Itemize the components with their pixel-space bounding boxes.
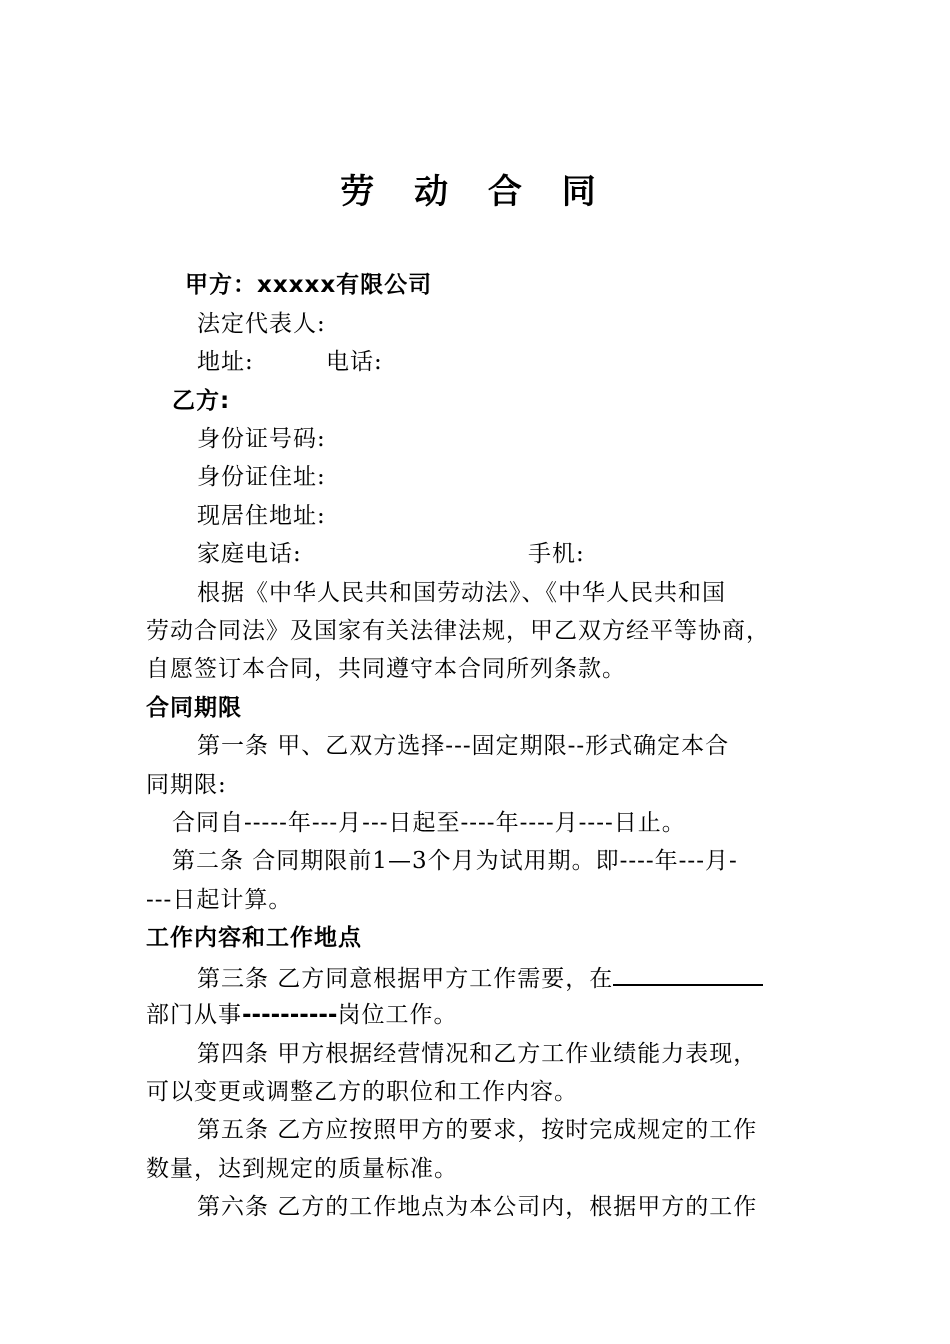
article-3-line-1 bbox=[197, 962, 763, 994]
article-3-position-text: 岗位工作。 bbox=[337, 1002, 458, 1028]
party-b-label: 乙方: bbox=[172, 388, 231, 414]
preamble-line-3: 自愿签订本合同，共同遵守本合同所列条款。 bbox=[146, 656, 626, 682]
article-5-line-2: 数量，达到规定的质量标准。 bbox=[146, 1156, 458, 1182]
article-6-line-1: 第六条 乙方的工作地点为本公司内，根据甲方的工作 bbox=[197, 1194, 758, 1220]
contract-term-line: 合同自-----年---月---日起至----年----月----日止。 bbox=[172, 810, 686, 836]
section-heading-work: 工作内容和工作地点 bbox=[146, 925, 362, 951]
article-1-line-2: 同期限: bbox=[146, 772, 227, 798]
id-number-field: 身份证号码: bbox=[197, 426, 326, 452]
mobile-field: 手机: bbox=[528, 541, 585, 567]
current-address-field: 现居住地址: bbox=[197, 503, 326, 529]
legal-representative-field: 法定代表人: bbox=[197, 311, 326, 337]
position-blank: ---------- bbox=[242, 1002, 338, 1028]
article-3-line-2 bbox=[146, 1000, 457, 1030]
article-2-line-2: ---日起计算。 bbox=[146, 887, 293, 913]
article-4-line-2: 可以变更或调整乙方的职位和工作内容。 bbox=[146, 1079, 578, 1105]
department-blank bbox=[613, 962, 763, 986]
preamble-line-2: 劳动合同法》及国家有关法律法规，甲乙双方经平等协商， bbox=[146, 618, 770, 644]
article-2-line-1: 第二条 合同期限前1—3个月为试用期。即----年---月- bbox=[172, 848, 738, 874]
preamble-line-1: 根据《中华人民共和国劳动法》、《中华人民共和国 bbox=[197, 580, 726, 606]
document-title: 劳 动 合 同 bbox=[340, 172, 610, 212]
article-4-line-1: 第四条 甲方根据经营情况和乙方工作业绩能力表现， bbox=[197, 1041, 758, 1067]
article-3-text: 第三条 乙方同意根据甲方工作需要，在 bbox=[197, 966, 614, 992]
home-phone-field: 家庭电话: bbox=[197, 541, 302, 567]
article-1-line-1: 第一条 甲、乙双方选择---固定期限--形式确定本合 bbox=[197, 733, 730, 759]
party-a-label: 甲方：xxxxx有限公司 bbox=[185, 272, 433, 298]
article-3-dept-text: 部门从事 bbox=[146, 1002, 242, 1028]
party-a-address-field: 地址: bbox=[197, 349, 254, 375]
article-5-line-1: 第五条 乙方应按照甲方的要求，按时完成规定的工作 bbox=[197, 1117, 758, 1143]
section-heading-term: 合同期限 bbox=[146, 695, 242, 721]
id-address-field: 身份证住址: bbox=[197, 464, 326, 490]
party-a-phone-field: 电话: bbox=[326, 349, 383, 375]
